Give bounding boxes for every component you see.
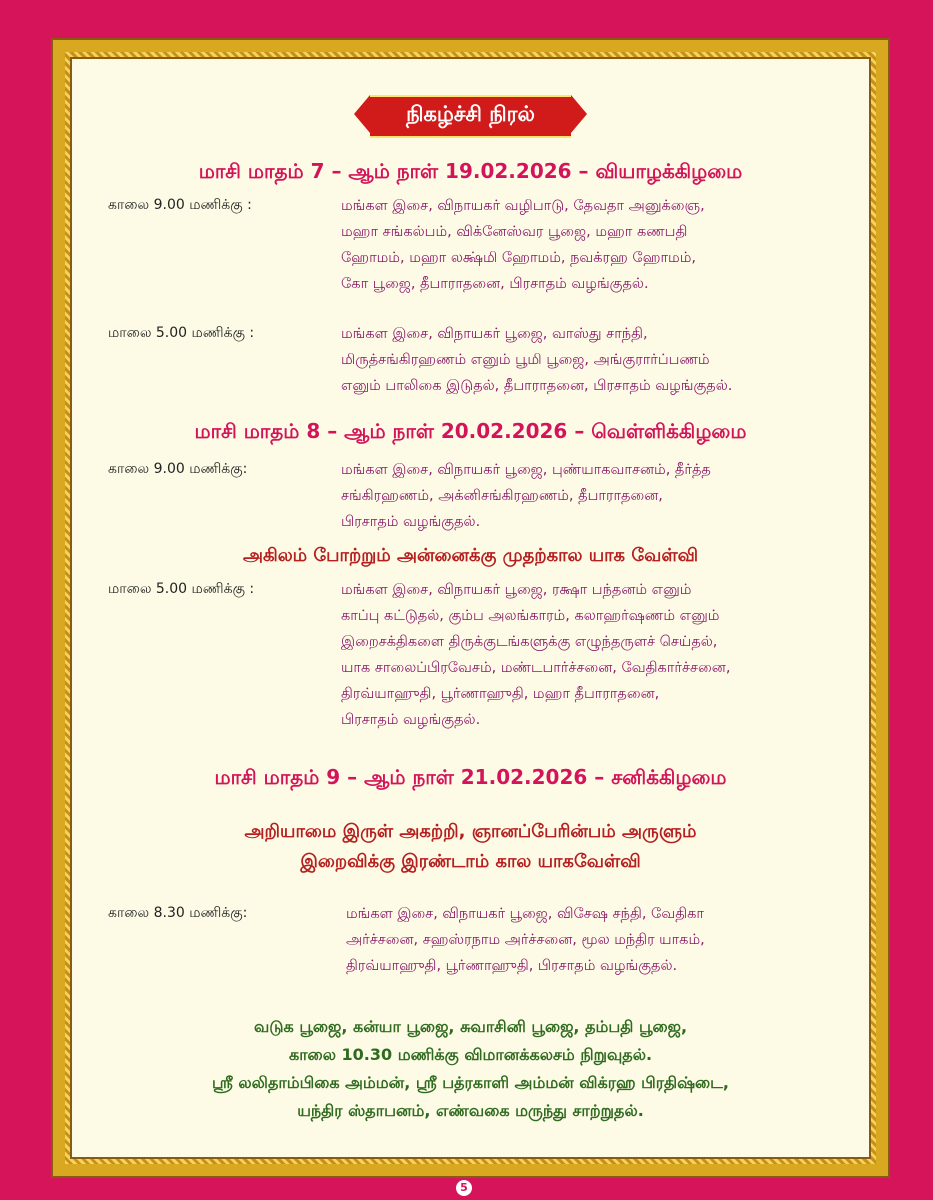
day2-evening-time: மாலை 5.00 மணிக்கு : bbox=[108, 581, 255, 597]
day3-sub-heading-1: அறியாமை இருள் அகற்றி, ஞானப்பேரின்பம் அருளும் bbox=[244, 821, 697, 842]
page-panel bbox=[70, 57, 871, 1159]
day1-evening-time: மாலை 5.00 மணிக்கு : bbox=[108, 325, 255, 341]
detail-line: சங்கிரஹணம், அக்னிசங்கிரஹணம், தீபாராதனை, bbox=[341, 488, 663, 504]
detail-line: திரவ்யாஹுதி, பூர்ணாஹுதி, மஹா தீபாராதனை, bbox=[341, 686, 660, 702]
ornate-gold-frame bbox=[51, 38, 890, 1178]
detail-line: பிரசாதம் வழங்குதல். bbox=[341, 514, 481, 530]
detail-line: இறைசக்திகளை திருக்குடங்களுக்கு எழுந்தருளச் செய்தல், bbox=[341, 634, 718, 650]
detail-line: எனும் பாலிகை இடுதல், தீபாராதனை, பிரசாதம் வழங்குதல். bbox=[341, 378, 733, 394]
closing-line: வடுக பூஜை, கன்யா பூஜை, சுவாசினி பூஜை, தம்பதி பூஜை, bbox=[253, 1017, 688, 1036]
detail-line: மங்கள இசை, விநாயகர் வழிபாடு, தேவதா அனுக்ஞை, bbox=[341, 198, 705, 214]
detail-line: அர்ச்சனை, சஹஸ்ரநாம அர்ச்சனை, மூல மந்திர யாகம், bbox=[346, 932, 705, 948]
day3-sub-heading-2: இறைவிக்கு இரண்டாம் கால யாகவேள்வி bbox=[300, 851, 641, 872]
page-number: 5 bbox=[456, 1180, 472, 1196]
closing-line: ஸ்ரீ லலிதாம்பிகை அம்மன், ஸ்ரீ பத்ரகாளி அம்மன் விக்ரஹ பிரதிஷ்டை, bbox=[211, 1073, 729, 1092]
day1-heading: மாசி மாதம் 7 – ஆம் நாள் 19.02.2026 – வியாழக்கிழமை bbox=[198, 159, 743, 183]
detail-line: மங்கள இசை, விநாயகர் பூஜை, புண்யாகவாசனம், தீர்த்த bbox=[341, 462, 711, 478]
day2-evening-details bbox=[341, 577, 730, 733]
detail-line: பிரசாதம் வழங்குதல். bbox=[341, 712, 481, 728]
detail-line: மஹா சங்கல்பம், விக்னேஸ்வர பூஜை, மஹா கணபதி bbox=[341, 224, 688, 240]
day2-morning-time: காலை 9.00 மணிக்கு: bbox=[108, 461, 248, 477]
detail-line: மங்கள இசை, விநாயகர் பூஜை, விசேஷ சந்தி, வேதிகா bbox=[346, 906, 704, 922]
closing-line: காலை 10.30 மணிக்கு விமானக்கலசம் நிறுவுதல். bbox=[288, 1045, 653, 1064]
detail-line: ஹோமம், மஹா லக்ஷ்மி ஹோமம், நவக்ரஹ ஹோமம், bbox=[341, 250, 696, 266]
detail-line: கோ பூஜை, தீபாராதனை, பிரசாதம் வழங்குதல். bbox=[341, 276, 649, 292]
day2-heading: மாசி மாதம் 8 – ஆம் நாள் 20.02.2026 – வெள்ளிக்கிழமை bbox=[194, 419, 747, 443]
day1-evening-details bbox=[341, 321, 732, 399]
day1-morning-time: காலை 9.00 மணிக்கு : bbox=[108, 197, 252, 213]
day1-morning-details bbox=[341, 193, 705, 297]
day3-morning-details bbox=[346, 901, 705, 979]
detail-line: மங்கள இசை, விநாயகர் பூஜை, வாஸ்து சாந்தி, bbox=[341, 326, 648, 342]
closing-block bbox=[72, 1013, 869, 1125]
detail-line: திரவ்யாஹுதி, பூர்ணாஹுதி, பிரசாதம் வழங்குதல். bbox=[346, 958, 678, 974]
detail-line: மிருத்சங்கிரஹணம் எனும் பூமி பூஜை, அங்குரார்ப்பணம் bbox=[341, 352, 710, 368]
page-title: நிகழ்ச்சி நிரல் bbox=[370, 95, 571, 138]
day3-heading: மாசி மாதம் 9 – ஆம் நாள் 21.02.2026 – சனிக்கிழமை bbox=[214, 765, 727, 789]
detail-line: மங்கள இசை, விநாயகர் பூஜை, ரக்ஷா பந்தனம் எனும் bbox=[341, 582, 692, 598]
title-banner bbox=[72, 95, 869, 138]
day2-sub-heading: அகிலம் போற்றும் அன்னைக்கு முதற்கால யாக வேள்வி bbox=[242, 545, 699, 566]
closing-line: யந்திர ஸ்தாபனம், எண்வகை மருந்து சாற்றுதல். bbox=[297, 1101, 644, 1120]
detail-line: காப்பு கட்டுதல், கும்ப அலங்காரம், கலாஹர்ஷணம் எனும் bbox=[341, 608, 720, 624]
day2-morning-details bbox=[341, 457, 711, 535]
detail-line: யாக சாலைப்பிரவேசம், மண்டபார்ச்சனை, வேதிகார்ச்சனை, bbox=[341, 660, 731, 676]
day3-morning-time: காலை 8.30 மணிக்கு: bbox=[108, 905, 248, 921]
